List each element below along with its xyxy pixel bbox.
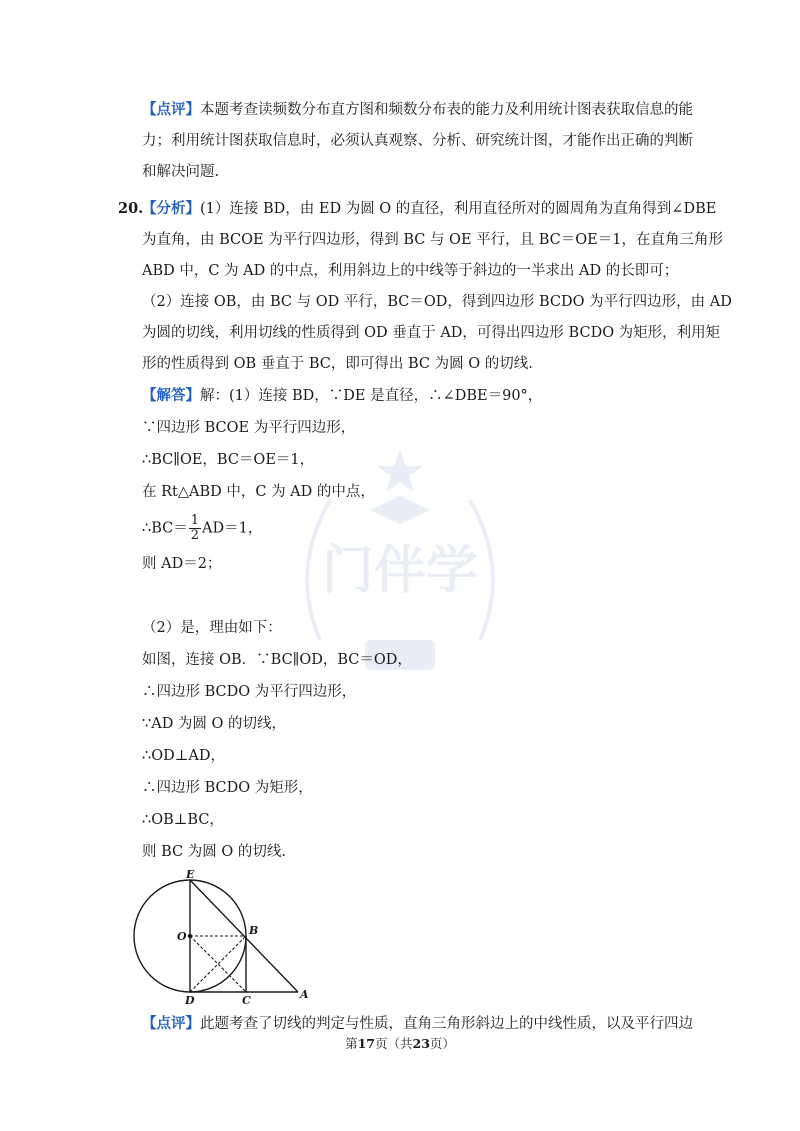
solution-line7: （2）是，理由如下： <box>142 620 282 636</box>
total-pages: 23 <box>412 1036 430 1051</box>
analysis-tag: 【分析】 <box>142 200 200 217</box>
comment1-line3: 和解决问题. <box>142 164 220 180</box>
geometry-figure <box>130 866 320 1006</box>
comment-tag: 【点评】 <box>142 101 200 118</box>
solution-line11: ∴OD⊥AD， <box>142 748 225 764</box>
geometry-diagram <box>130 866 320 1006</box>
solution-line8: 如图，连接 OB．∵BC∥OD，BC＝OD， <box>142 652 412 668</box>
solution-line1: 【解答】解：(1）连接 BD，∵DE 是直径，∴∠DBE＝90°， <box>142 387 543 404</box>
page-footer: 第17页（共23页） <box>345 1036 455 1051</box>
analysis-line2: 为直角，由 BCOE 为平行四边形，得到 BC 与 OE 平行，且 BC＝OE＝1，在直角三角形 <box>142 232 723 248</box>
comment2-line1: 【点评】此题考查了切线的判定与性质，直角三角形斜边上的中线性质，以及平行四边 <box>142 1015 693 1032</box>
solution-line13: ∴OB⊥BC， <box>142 812 224 828</box>
solution-line14: 则 BC 为圆 O 的切线. <box>142 844 286 860</box>
center-point-o <box>188 934 192 938</box>
label-e: E <box>186 868 195 881</box>
watermark-text: 门伴学 <box>321 541 479 601</box>
graduation-cap-icon <box>370 496 430 524</box>
label-a: A <box>300 988 309 1001</box>
solution-line6: 则 AD＝2； <box>142 556 222 572</box>
current-page: 17 <box>357 1036 375 1051</box>
solution-tag: 【解答】 <box>142 387 200 404</box>
solution-line4: 在 Rt△ABD 中，C 为 AD 的中点， <box>142 484 375 500</box>
watermark-star-icon <box>377 450 423 492</box>
solution-line9: ∴四边形 BCDO 为平行四边形， <box>142 684 357 700</box>
solution-line5: ∴BC＝ $\frac{1}{2}$ AD＝1， <box>142 513 263 543</box>
analysis-line3: ABD 中，C 为 AD 的中点，利用斜边上的中线等于斜边的一半求出 AD 的长即可； <box>142 263 679 279</box>
label-b: B <box>249 924 259 937</box>
analysis-line4: （2）连接 OB，由 BC 与 OD 平行，BC＝OD，得到四边形 BCDO 为平行四边形，由 AD <box>142 294 732 310</box>
analysis-line5: 为圆的切线，利用切线的性质得到 OD 垂直于 AD，可得出四边形 BCDO 为矩形，利用矩 <box>142 325 721 341</box>
solution-line2: ∵四边形 BCOE 为平行四边形， <box>142 420 356 436</box>
analysis-line6: 形的性质得到 OB 垂直于 BC，即可得出 BC 为圆 O 的切线. <box>142 356 533 372</box>
label-o: O <box>177 930 187 943</box>
solution-line3: ∴BC∥OE，BC＝OE＝1， <box>142 452 315 468</box>
question-number: 20. <box>118 200 144 217</box>
comment2-tag: 【点评】 <box>142 1015 200 1032</box>
comment1-line1: 【点评】本题考查读频数分布直方图和频数分布表的能力及利用统计图表获取信息的能 <box>142 101 693 118</box>
label-c: C <box>242 994 251 1006</box>
solution-line10: ∵AD 为圆 O 的切线， <box>142 716 287 732</box>
analysis-line1: 【分析】(1）连接 BD，由 ED 为圆 O 的直径，利用直径所对的圆周角为直角得到∠DBE <box>142 200 717 217</box>
solution-line12: ∴四边形 BCDO 为矩形， <box>142 780 313 796</box>
fraction-one-half: $\frac{1}{2}$ <box>190 513 200 543</box>
label-d: D <box>185 994 195 1006</box>
comment1-line2: 力；利用统计图获取信息时，必须认真观察、分析、研究统计图，才能作出正确的判断 <box>142 133 693 149</box>
